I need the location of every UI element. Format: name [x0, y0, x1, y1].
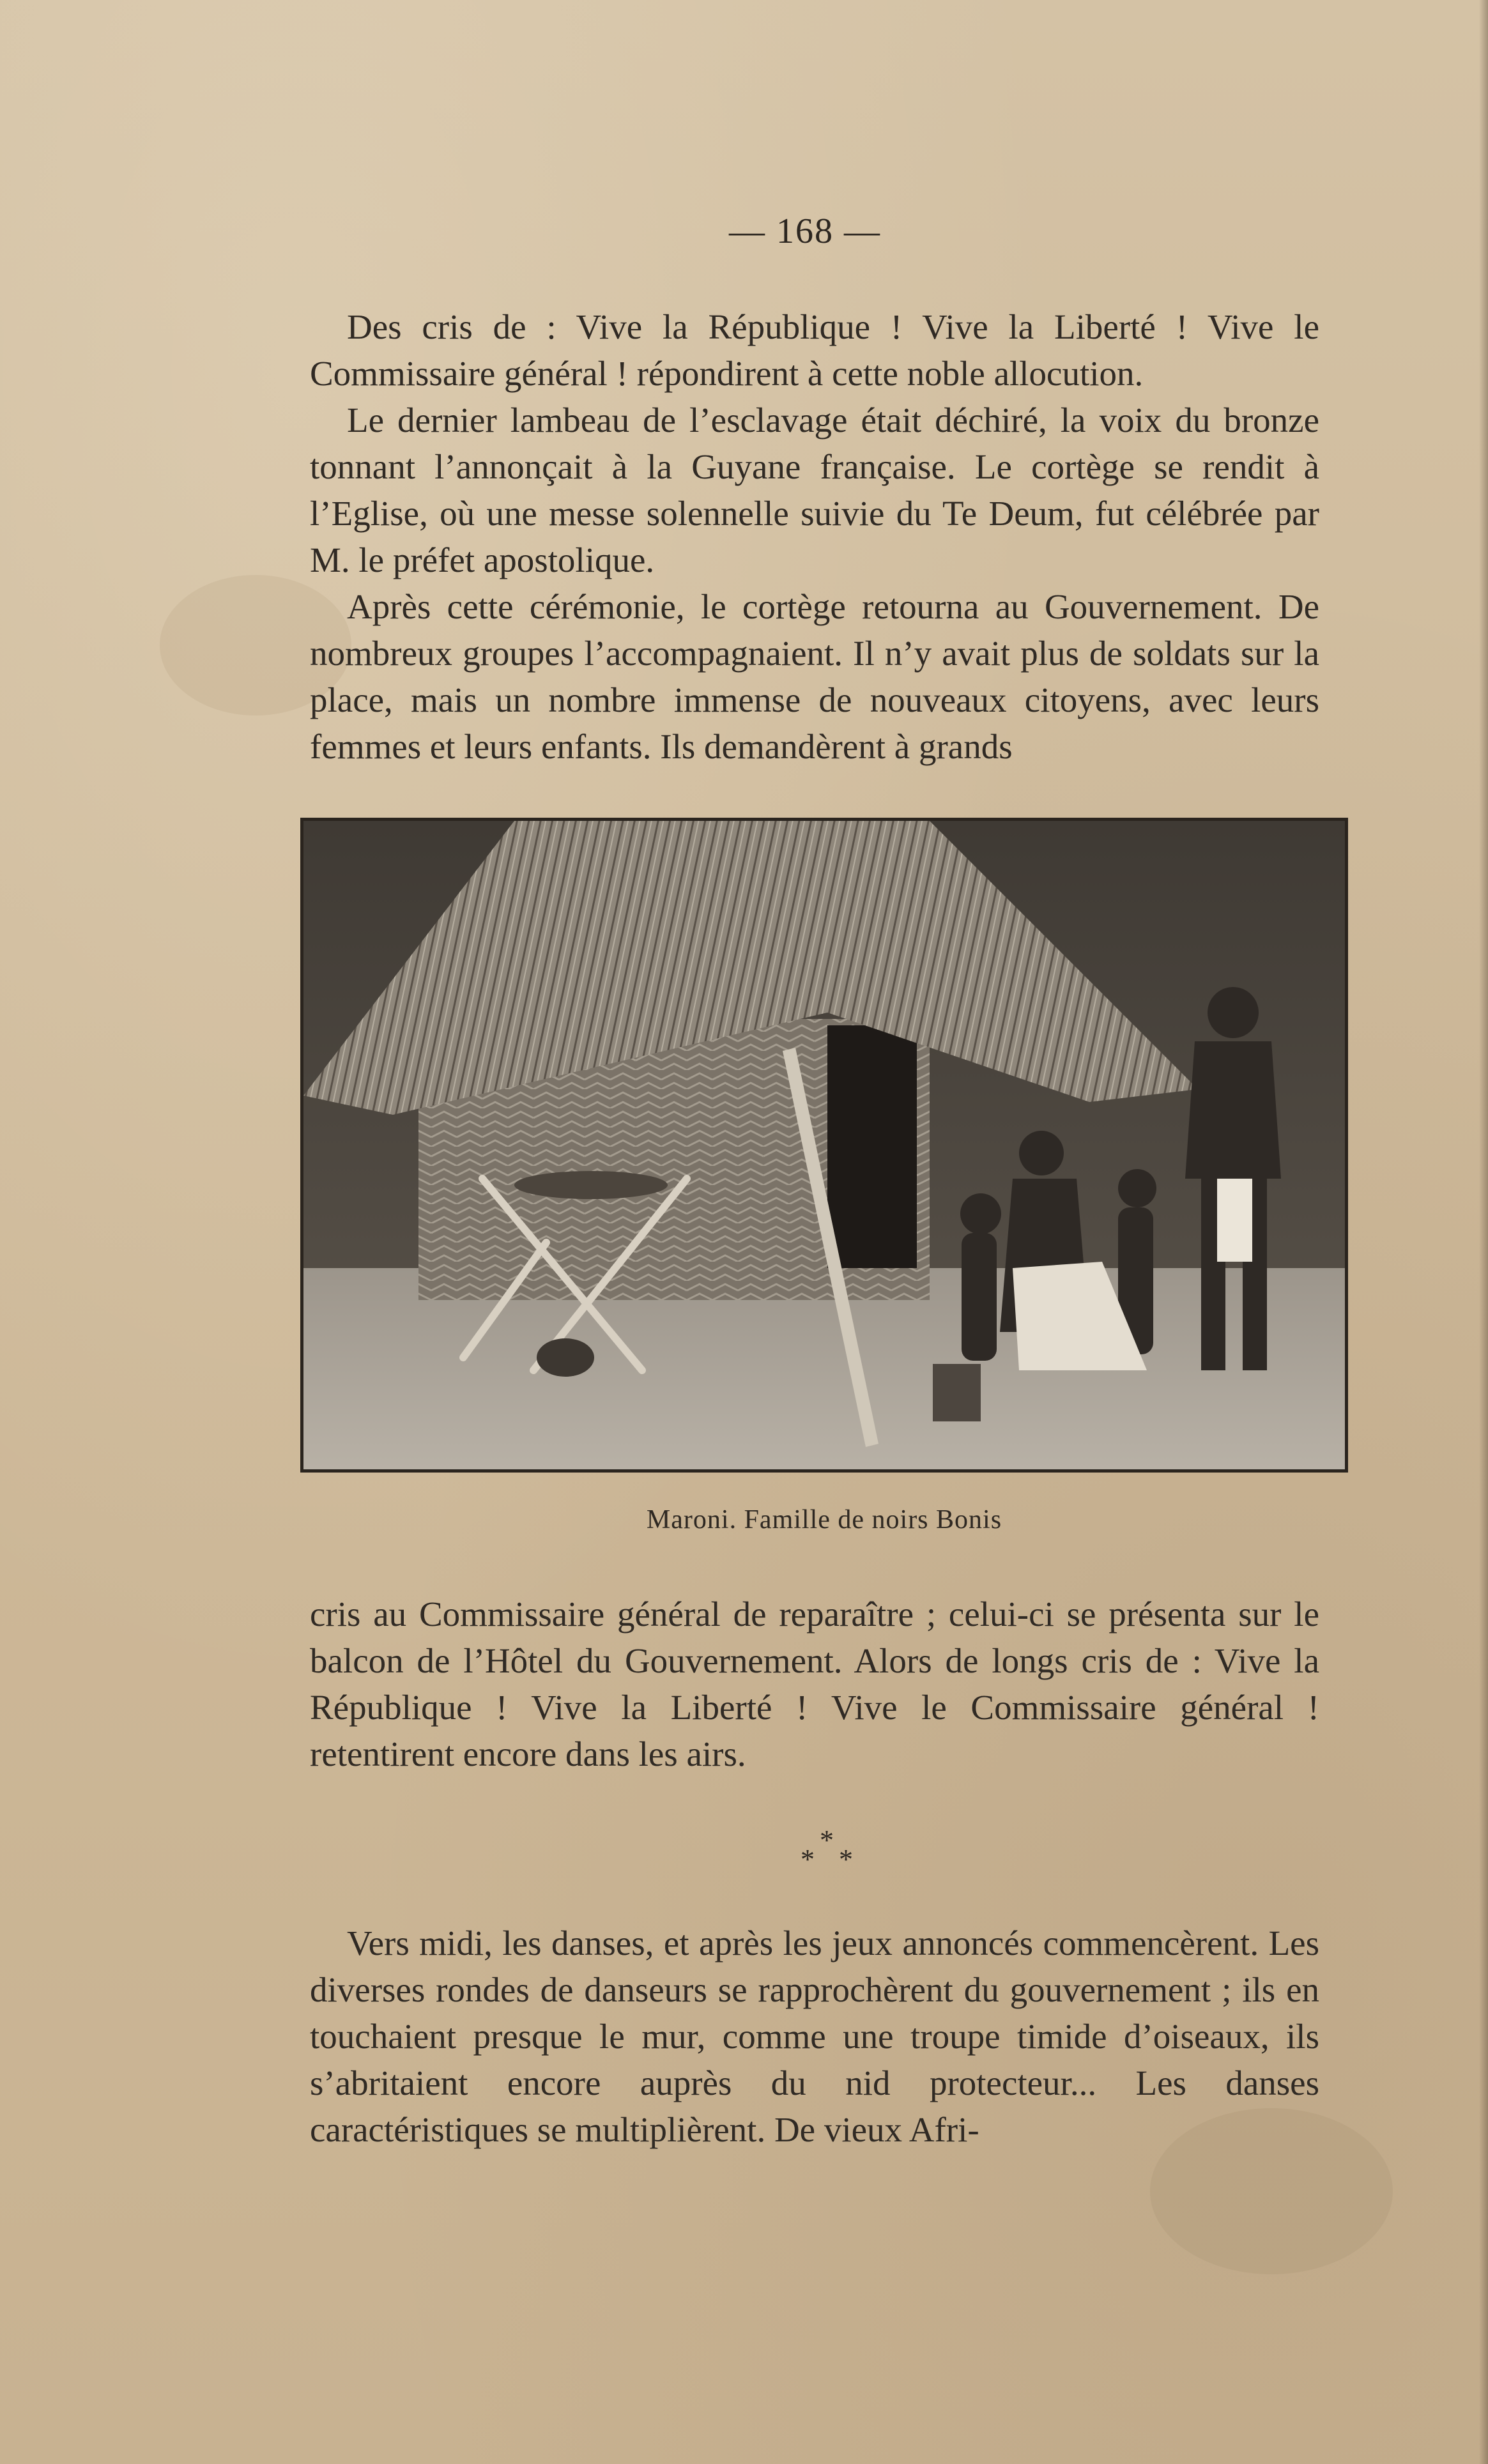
asterism-separator: [783, 1824, 878, 1881]
bottom-text-block: [310, 1920, 1319, 2153]
basin: [514, 1171, 668, 1199]
paragraph: Des cris de : Vive la République ! Vive la Liberté ! Vive le Commissaire général ! répondirent à cette noble allocution.: [310, 307, 1319, 393]
asterisk: *: [839, 1844, 853, 1875]
page-number: — 168 —: [729, 211, 881, 251]
paragraph: cris au Commissaire général de reparaître ; celui-ci se présenta sur le balcon de l’Hôtel du Gouvernement. Alors de longs cris de : Vive la République ! Vive la Liberté ! Vive le Commissaire général ! retentirent encore dans les airs.: [310, 1595, 1319, 1773]
hut-doorway: [827, 1025, 917, 1268]
loincloth: [1217, 1179, 1252, 1262]
paragraph: Le dernier lambeau de l’esclavage était déchiré, la voix du bronze tonnant l’annonçait à la Guyane française. Le cortège se rendit à l’Eglise, où une messe solennelle suivie du Te Deum, fut célébrée par M. le préfet apostolique.: [310, 401, 1319, 579]
gourd: [537, 1338, 594, 1377]
photograph-illustration: [303, 821, 1345, 1469]
photograph-hut-family: [300, 818, 1348, 1473]
top-text-block: [310, 303, 1319, 770]
paragraph: Vers midi, les danses, et après les jeux annoncés commencèrent. Les diverses rondes de danseurs se rapprochèrent du gouvernement ; ils en touchaient presque le mur, comme une troupe timide d’oiseaux, ils s’abritaient encore auprès du nid protecteur... Les danses caractéristiques se multiplièrent. De vieux Afri-: [310, 1924, 1319, 2149]
figure-caption: Maroni. Famille de noirs Bonis: [646, 1505, 1002, 1534]
paragraph: Après cette cérémonie, le cortège retourna au Gouvernement. De nombreux groupes l’accompagnaient. Il n’y avait plus de soldats sur la place, mais un nombre immense de nouveaux citoyens, avec leurs femmes et leurs enfants. Ils demandèrent à grands: [310, 587, 1319, 766]
stool: [933, 1364, 981, 1421]
asterisk: *: [820, 1825, 834, 1856]
asterisk: *: [801, 1844, 815, 1875]
page-edge-shadow: [1479, 0, 1488, 2464]
middle-text-block: [310, 1591, 1319, 1777]
